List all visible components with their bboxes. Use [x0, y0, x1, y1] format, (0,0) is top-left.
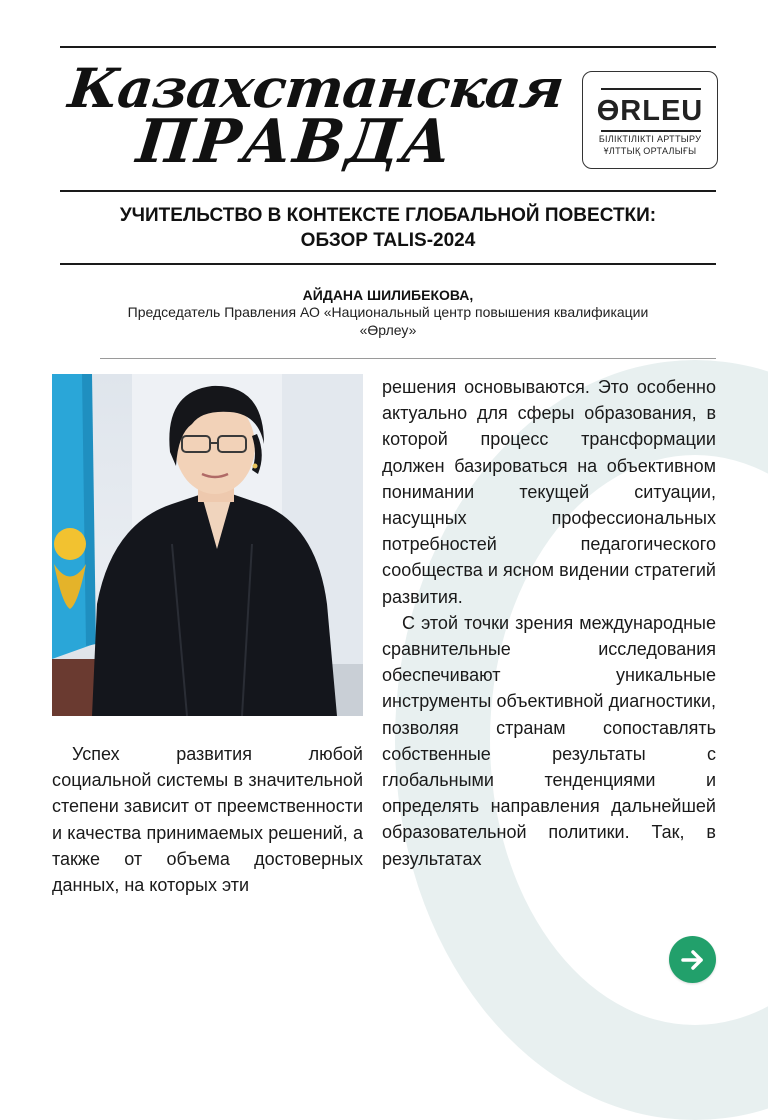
- author-photo: [52, 374, 363, 716]
- masthead-line-1: Казахстанская: [65, 56, 567, 120]
- top-rule: [60, 46, 716, 48]
- masthead-line-2: ПРАВДА: [133, 107, 457, 177]
- author-role: Председатель Правления АО «Национальный центр повышения квалификации «Өрлеу»: [127, 304, 649, 338]
- logo-subtitle-1: БІЛІКТІЛІКТІ АРТТЫРУ: [598, 134, 702, 144]
- right-paragraph-1: решения основываются. Это особенно актуально для сферы образования, в которой процесс трансформации должен базироваться на объективном понимании текущей ситуации, насущных профессиональных потребностей педагогического сообщества и ясном видении стратегий развития.: [382, 377, 716, 607]
- right-paragraph-2: С этой точки зрения международные сравнительные исследования обеспечивают уникальные инструменты объективной диагностики, позволяя странам сопоставлять собственные результаты с глобальными тенденциями и определять направления дальнейшей образовательной политики. Так, в результатах: [382, 612, 716, 869]
- left-text-column: [52, 741, 363, 898]
- article-title-line-1: УЧИТЕЛЬСТВО В КОНТЕКСТЕ ГЛОБАЛЬНОЙ ПОВЕСТКИ:: [119, 205, 657, 226]
- title-divider: [60, 263, 716, 265]
- author-name: АЙДАНА ШИЛИБЕКОВА,: [302, 287, 474, 303]
- logo-top-line: [601, 88, 701, 90]
- logo-subtitle-2: ҰЛТТЫҚ ОРТАЛЫҒЫ: [603, 146, 697, 156]
- orleu-logo: [582, 71, 718, 169]
- next-page-button[interactable]: [669, 936, 716, 983]
- newspaper-masthead: [54, 56, 567, 177]
- logo-mid-line: [601, 130, 701, 132]
- logo-name: ӨRLEU: [596, 95, 704, 127]
- header-divider: [60, 190, 716, 192]
- author-divider: [100, 358, 716, 359]
- arrow-right-icon: [679, 946, 707, 974]
- article-title-line-2: ОБЗОР TALIS-2024: [300, 230, 476, 251]
- article-title: [60, 203, 716, 253]
- left-paragraph: Успех развития любой социальной системы в значительной степени зависит от преемственности и качества принимаемых решений, а также от объема достоверных данных, на которых эти: [52, 744, 363, 896]
- right-text-column: [382, 374, 716, 872]
